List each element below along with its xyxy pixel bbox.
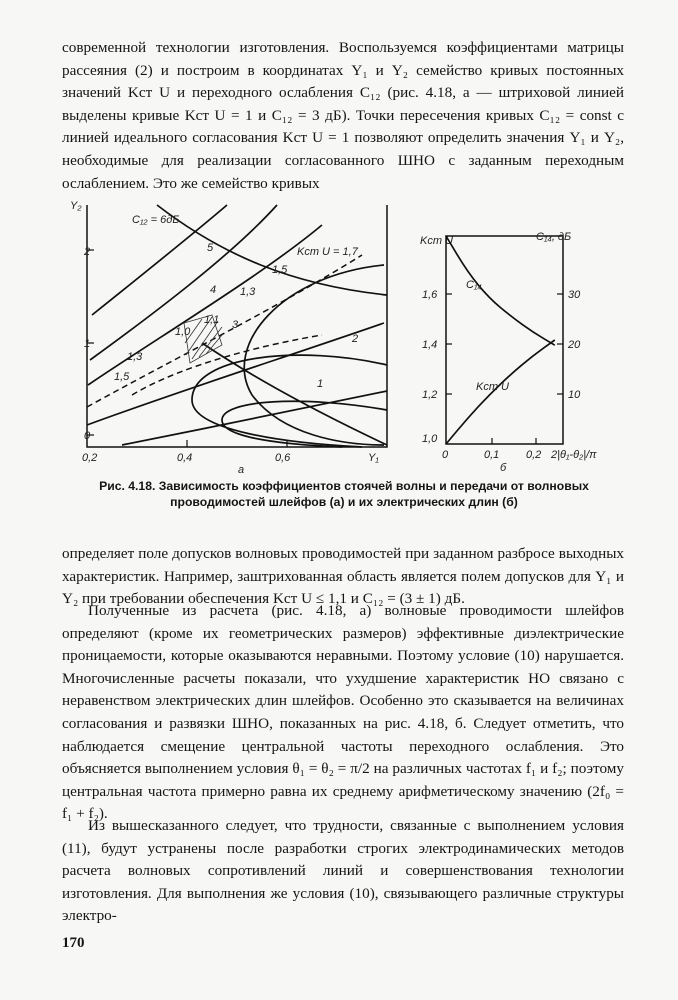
paragraph-2: определяет поле допусков волновых проводимостей при заданном разбросе выходных характеристик. Например, заштрихованная область является полем допусков для Y₁ и Y₂ при требовании обеспечения Kст U ≤ 1,1 и C₁₂ = (3 ± 1) дБ. (62, 545, 624, 608)
c12-label-1: 1 (317, 378, 324, 390)
k-label-15-right: 1,5 (272, 264, 288, 276)
fig-b-x-tick-0: 0 (442, 449, 449, 461)
c12-curve-2 (87, 323, 384, 425)
c12-label-4: 4 (210, 284, 217, 296)
k-label-13-left: 1,3 (127, 351, 143, 363)
k-label-10: 1,0 (175, 326, 191, 338)
k-label-13-right: 1,3 (240, 286, 256, 298)
c12-label-2: 2 (352, 333, 359, 345)
fig-b-right-tick-10: 10 (568, 389, 581, 401)
c12-curve-4 (88, 225, 322, 385)
curve-c14-label: C₁₄ (466, 279, 482, 291)
fig-b-right-axis-label: C₁₄, дБ (536, 231, 572, 243)
fig-a-x-tick-04: 0,4 (177, 452, 193, 464)
fig-b-x-tick-02: 0,2 (526, 449, 542, 461)
k-label-11: 1,1 (204, 314, 220, 326)
fig-b-right-tick-30: 30 (568, 289, 581, 301)
k-label-15-left: 1,5 (114, 371, 130, 383)
fig-b-left-axis-label: Kст U (420, 235, 453, 247)
c12-label-3: 3 (232, 319, 239, 331)
curve-c14 (446, 236, 555, 345)
fig-a-x-tick-02: 0,2 (82, 452, 98, 464)
fig-b-x-axis-label: 2|θ₁-θ₂|/π (551, 449, 597, 461)
c12-title-label: C₁₂ = 6дБ (132, 214, 180, 226)
figure-a (62, 195, 402, 473)
fig-b-left-tick-10: 1,0 (422, 433, 438, 445)
fig-b-panel-label: б (500, 462, 507, 473)
fig-b-x-tick-01: 0,1 (484, 449, 500, 461)
curve-kstu-label: Kст U (476, 381, 509, 393)
figure-b (408, 218, 630, 473)
fig-a-y-tick-0: 0 (84, 430, 91, 442)
paragraph-1: современной технологии изготовления. Воспользуемся коэффициентами матрицы рассеяния (2) и построим в координатах Y₁ и Y₂ семейство кривых постоянных значений Kст U и переходного ослабления C₁₂ (рис. 4.18, а — штриховой линией выделены кривые Kст U = 1 и C₁₂ = 3 дБ). Точки пересечения кривых C₁₂ = const с линией идеального согласования Kст U = 1 позволяют определить значения Y₁ и Y₂, необходимые для реализации согласованного ШНО с заданным переходным ослаблением. Это же семейство кривых (62, 39, 624, 192)
fig-a-panel-label: а (238, 464, 245, 473)
paragraph-4: Из вышесказанного следует, что трудности, связанные с выполнением условия (11), будут устранены после разработки строгих электродинамических методов расчета волновых сопротивлений линий и совершенствования технологии изготовления. Для выполнения же условия (10), связывающего различные структуры электро- (62, 817, 624, 925)
figure-caption: Рис. 4.18. Зависимость коэффициентов стоячей волны и передачи от волновых проводимостей шлейфов (а) и их электрических длин (б) (99, 479, 589, 509)
fig-b-right-tick-20: 20 (568, 339, 581, 351)
fig-a-y-tick-1: 1 (84, 338, 91, 350)
c12-label-5: 5 (207, 242, 214, 254)
fig-a-y-axis-label: Y₂ (70, 200, 82, 212)
page-number: 170 (62, 935, 85, 951)
fig-b-left-tick-14: 1,4 (422, 339, 438, 351)
fig-b-left-tick-12: 1,2 (422, 389, 438, 401)
fig-a-y-tick-2: 2 (84, 246, 91, 258)
k-title-label: Kст U = 1,7 (297, 246, 358, 258)
paragraph-3: Полученные из расчета (рис. 4.18, а) волновые проводимости шлейфов определяют (кроме их геометрических размеров) эффективные диэлектрические проницаемости, которые оказываются неравными. Поэтому условие (10) нарушается. Многочисленные расчеты показали, что ухудшение характеристик НО связано с неравенством электрических длин шлейфов. Особенно это сказывается на величинах согласования и развязки ШНО, показанных на рис. 4.18, б. Следует отметить, что наблюдается смещение центральной частоты переходного ослабления. Это объясняется выполнением условия θ₁ = θ₂ = π/2 на различных частотах f₁ и f₂; поэтому центральная частота примерно равна их среднему арифметическому значению (2f₀ = f₁ + f₂). (62, 602, 624, 823)
fig-a-x-axis-label: Y₁ (368, 452, 379, 464)
fig-b-left-tick-16: 1,6 (422, 289, 438, 301)
fig-a-x-tick-06: 0,6 (275, 452, 291, 464)
